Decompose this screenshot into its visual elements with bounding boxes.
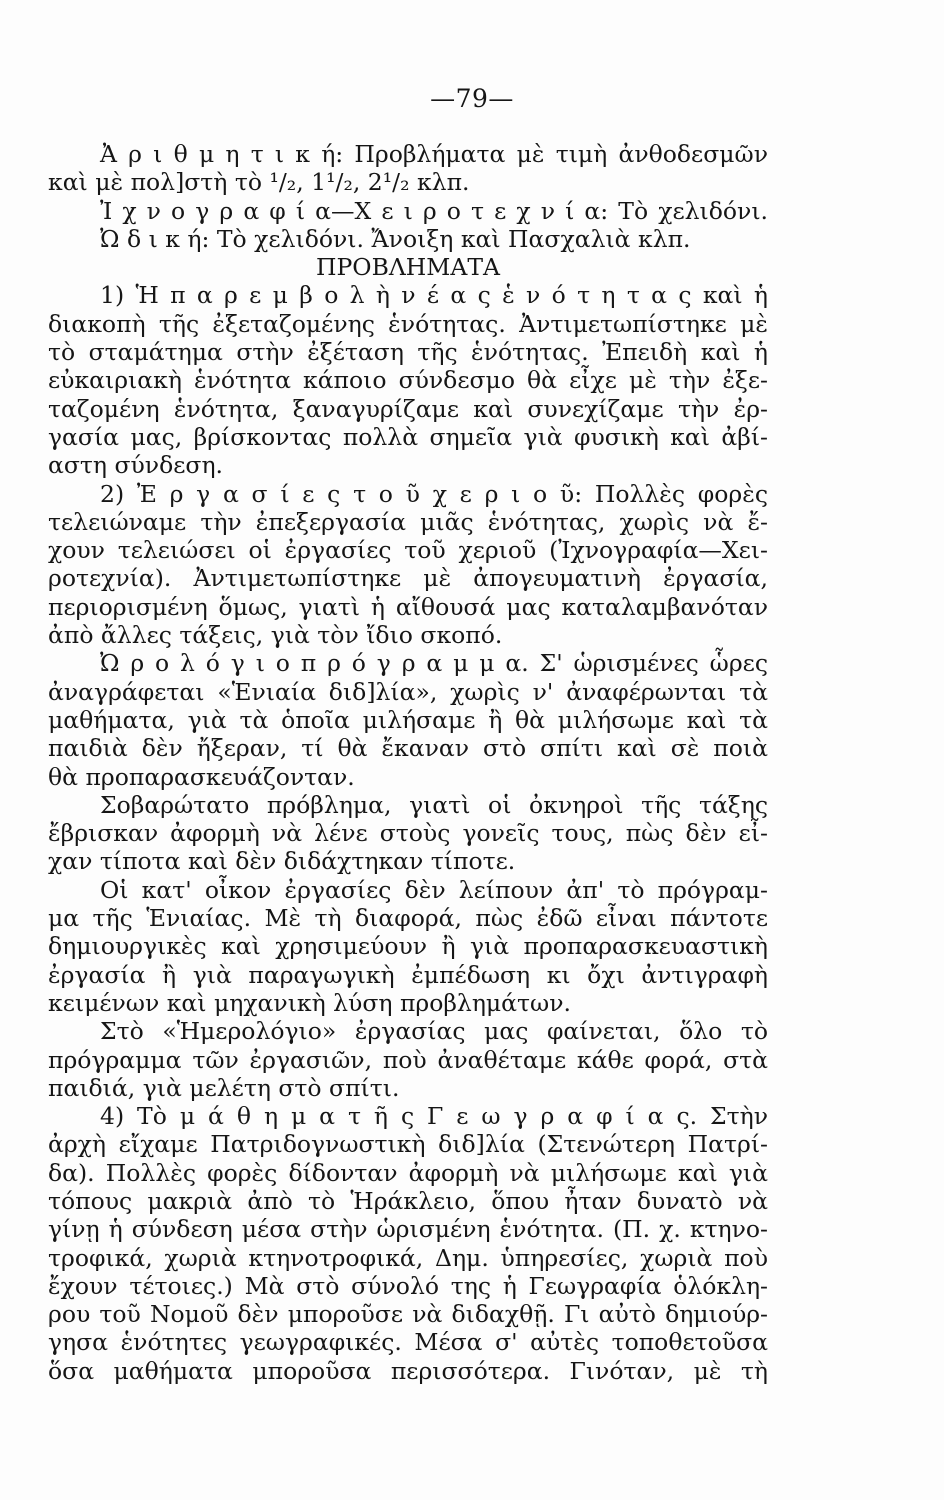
text-line: ὅσα μαθήματα μποροῦσα περισσότερα. Γινόταν, μὲ τὴ bbox=[48, 1356, 768, 1385]
text-line: δα). Πολλὲς φορὲς δίδονταν ἀφορμὴ νὰ μιλήσωμε καὶ γιὰ bbox=[48, 1158, 768, 1187]
text-line: Οἱ κατ' οἶκον ἐργασίες δὲν λείπουν ἀπ' τὸ πρόγραμ- bbox=[100, 875, 768, 904]
text-line: τόπους μακριὰ ἀπὸ τὸ Ἡράκλειο, ὅπου ἦταν δυνατὸ νὰ bbox=[48, 1186, 768, 1215]
text-line: τὸ σταμάτημα στὴν ἐξέταση τῆς ἑνότητας. Ἐπειδὴ καὶ ἡ bbox=[48, 338, 768, 367]
text-line: πρόγραμμα τῶν ἐργασιῶν, ποὺ ἀναθέταμε κάθε φορά, στὰ bbox=[48, 1045, 768, 1074]
text-line: ἀρχὴ εἴχαμε Πατριδογνωστικὴ διδ]λία (Στενώτερη Πατρί- bbox=[48, 1130, 768, 1159]
text-line: 1) Ἡ π α ρ ε μ β ο λ ὴ ν έ α ς ἑ ν ό τ η τ α ς καὶ ἡ bbox=[100, 281, 768, 310]
text-line: γίνῃ ἡ σύνδεση μέσα στὴν ὡρισμένη ἑνότητα. (Π. χ. κτηνο- bbox=[48, 1215, 768, 1244]
text-line: μα τῆς Ἑνιαίας. Μὲ τὴ διαφορά, πὼς ἐδῶ εἶναι πάντοτε bbox=[48, 904, 768, 933]
text-line: μαθήματα, γιὰ τὰ ὁποῖα μιλήσαμε ἢ θὰ μιλήσωμε καὶ τὰ bbox=[48, 705, 768, 734]
text-line: διακοπὴ τῆς ἐξεταζομένης ἑνότητας. Ἀντιμετωπίστηκε μὲ bbox=[48, 309, 768, 338]
body-text bbox=[48, 140, 768, 1385]
text-line: χουν τελειώσει οἱ ἐργασίες τοῦ χεριοῦ (Ἰχνογραφία—Χει- bbox=[48, 536, 768, 565]
page-number: —79— bbox=[430, 84, 514, 113]
text-line: τελειώναμε τὴν ἐπεξεργασία μιᾶς ἑνότητας, χωρὶς νὰ ἔ- bbox=[48, 507, 768, 536]
text-line: ἀναγράφεται «Ἑνιαία διδ]λία», χωρὶς ν' ἀναφέρωνται τὰ bbox=[48, 677, 768, 706]
text-line: Ὠ δ ι κ ή: Τὸ χελιδόνι. Ἄνοιξη καὶ Πασχαλιὰ κλπ. bbox=[100, 224, 691, 253]
text-line: τροφικά, χωριὰ κτηνοτροφικά, Δημ. ὑπηρεσίες, χωριὰ ποὺ bbox=[48, 1243, 768, 1272]
text-line: παιδιὰ δὲν ἤξεραν, τί θὰ ἔκαναν στὸ σπίτι καὶ σὲ ποιὰ bbox=[48, 734, 768, 763]
text-line: ροτεχνία). Ἀντιμετωπίστηκε μὲ ἀπογευματινὴ ἐργασία, bbox=[48, 564, 768, 593]
text-line: Στὸ «Ἡμερολόγιο» ἐργασίας μας φαίνεται, ὅλο τὸ bbox=[100, 1017, 768, 1046]
text-line: ρου τοῦ Νομοῦ δὲν μποροῦσε νὰ διδαχθῇ. Γι αὐτὸ δημιούρ- bbox=[48, 1300, 768, 1329]
text-line: εὐκαιριακὴ ἑνότητα κάποιο σύνδεσμο θὰ εἶχε μὲ τὴν ἐξε- bbox=[48, 366, 768, 395]
text-line: 4) Τὸ μ ά θ η μ α τ ῆ ς Γ ε ω γ ρ α φ ί α ς. Στὴν bbox=[100, 1102, 768, 1131]
text-line: Σοβαρώτατο πρόβλημα, γιατὶ οἱ ὀκνηροὶ τῆς τάξης bbox=[100, 790, 768, 819]
text-line: ἔχουν τέτοιες.) Μὰ στὸ σύνολό της ἡ Γεωγραφία ὁλόκλη- bbox=[48, 1271, 768, 1300]
text-line: 2) Ἐ ρ γ α σ ί ε ς τ ο ῦ χ ε ρ ι ο ῦ: Πολλὲς φορὲς bbox=[100, 479, 768, 508]
text-line: Ὠ ρ ο λ ό γ ι ο π ρ ό γ ρ α μ μ α. Σ' ὡρισμένες ὧρες bbox=[100, 649, 768, 678]
text-line: καὶ μὲ πολ]στὴ τὸ ¹/₂, 1¹/₂, 2¹/₂ κλπ. bbox=[48, 168, 470, 197]
text-line: περιορισμένη ὅμως, γιατὶ ἡ αἴθουσά μας καταλαμβανόταν bbox=[48, 592, 768, 621]
text-line: ἀπὸ ἄλλες τάξεις, γιὰ τὸν ἴδιο σκοπό. bbox=[48, 621, 503, 650]
text-line: Ἰ χ ν ο γ ρ α φ ί α—Χ ε ι ρ ο τ ε χ ν ί α: Τὸ χελιδόνι. bbox=[100, 196, 768, 225]
text-line: θὰ προπαρασκευάζονταν. bbox=[48, 762, 355, 791]
text-line: δημιουργικὲς καὶ χρησιμεύουν ἢ γιὰ προπαρασκευαστικὴ bbox=[48, 932, 768, 961]
text-line: κειμένων καὶ μηχανικὴ λύση προβλημάτων. bbox=[48, 988, 571, 1017]
text-line: ταζομένη ἑνότητα, ξαναγυρίζαμε καὶ συνεχίζαμε τὴν ἐρ- bbox=[48, 394, 768, 423]
section-heading: ΠΡΟΒΛΗΜΑΤΑ bbox=[316, 253, 500, 282]
text-line: γησα ἑνότητες γεωγραφικές. Μέσα σ' αὐτὲς τοποθετοῦσα bbox=[48, 1328, 768, 1357]
text-line: παιδιά, γιὰ μελέτη στὸ σπίτι. bbox=[48, 1073, 400, 1102]
text-line: Ἀ ρ ι θ μ η τ ι κ ή: Προβλήματα μὲ τιμὴ ἀνθοδεσμῶν bbox=[100, 140, 768, 168]
text-line: γασία μας, βρίσκοντας πολλὰ σημεῖα γιὰ φυσικὴ καὶ ἀβί- bbox=[48, 422, 768, 451]
text-line: χαν τίποτα καὶ δὲν διδάχτηκαν τίποτε. bbox=[48, 847, 516, 876]
text-line: αστη σύνδεση. bbox=[48, 451, 223, 480]
text-line: ἐργασία ἢ γιὰ παραγωγικὴ ἐμπέδωση κι ὄχι ἀντιγραφὴ bbox=[48, 960, 768, 989]
text-line: ἔβρισκαν ἀφορμὴ νὰ λένε στοὺς γονεῖς τους, πὼς δὲν εἶ- bbox=[48, 819, 768, 848]
